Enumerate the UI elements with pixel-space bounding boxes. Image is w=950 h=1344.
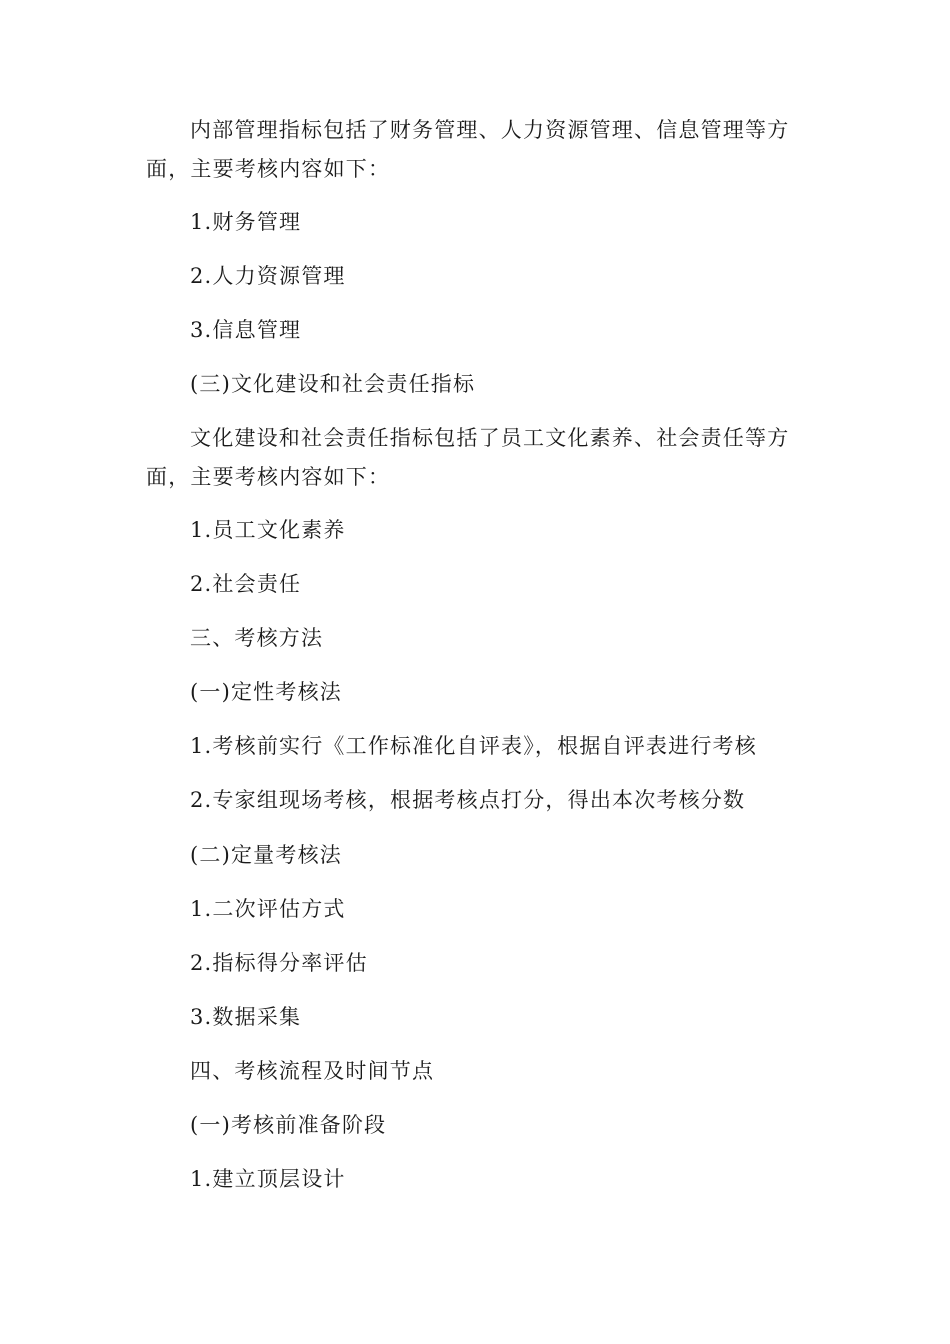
paragraph-culture-line-1: 文化建设和社会责任指标包括了员工文化素养、社会责任等方 — [190, 426, 790, 450]
list-item-social-responsibility: 2.社会责任 — [190, 572, 302, 596]
list-item-secondary-eval: 1.二次评估方式 — [190, 897, 346, 921]
list-item-info: 3.信息管理 — [190, 318, 302, 342]
paragraph-internal-management-line-2: 面，主要考核内容如下： — [146, 157, 391, 181]
subheading-preparation: (一)考核前准备阶段 — [190, 1113, 387, 1137]
list-item-score-rate: 2.指标得分率评估 — [190, 951, 368, 975]
subheading-quantitative: (二)定量考核法 — [190, 843, 342, 867]
list-item-self-assessment: 1.考核前实行《工作标准化自评表》，根据自评表进行考核 — [190, 734, 757, 758]
section-heading-methods: 三、考核方法 — [190, 626, 324, 650]
heading-culture-social: (三)文化建设和社会责任指标 — [190, 372, 476, 396]
list-item-hr: 2.人力资源管理 — [190, 264, 346, 288]
list-item-top-design: 1.建立顶层设计 — [190, 1167, 346, 1191]
paragraph-internal-management-line-1: 内部管理指标包括了财务管理、人力资源管理、信息管理等方 — [190, 118, 790, 142]
paragraph-culture-line-2: 面，主要考核内容如下： — [146, 465, 391, 489]
subheading-qualitative: (一)定性考核法 — [190, 680, 342, 704]
list-item-finance: 1.财务管理 — [190, 210, 302, 234]
list-item-data-collection: 3.数据采集 — [190, 1005, 302, 1029]
section-heading-process: 四、考核流程及时间节点 — [190, 1059, 435, 1083]
list-item-expert-review: 2.专家组现场考核，根据考核点打分，得出本次考核分数 — [190, 788, 746, 812]
list-item-employee-culture: 1.员工文化素养 — [190, 518, 346, 542]
